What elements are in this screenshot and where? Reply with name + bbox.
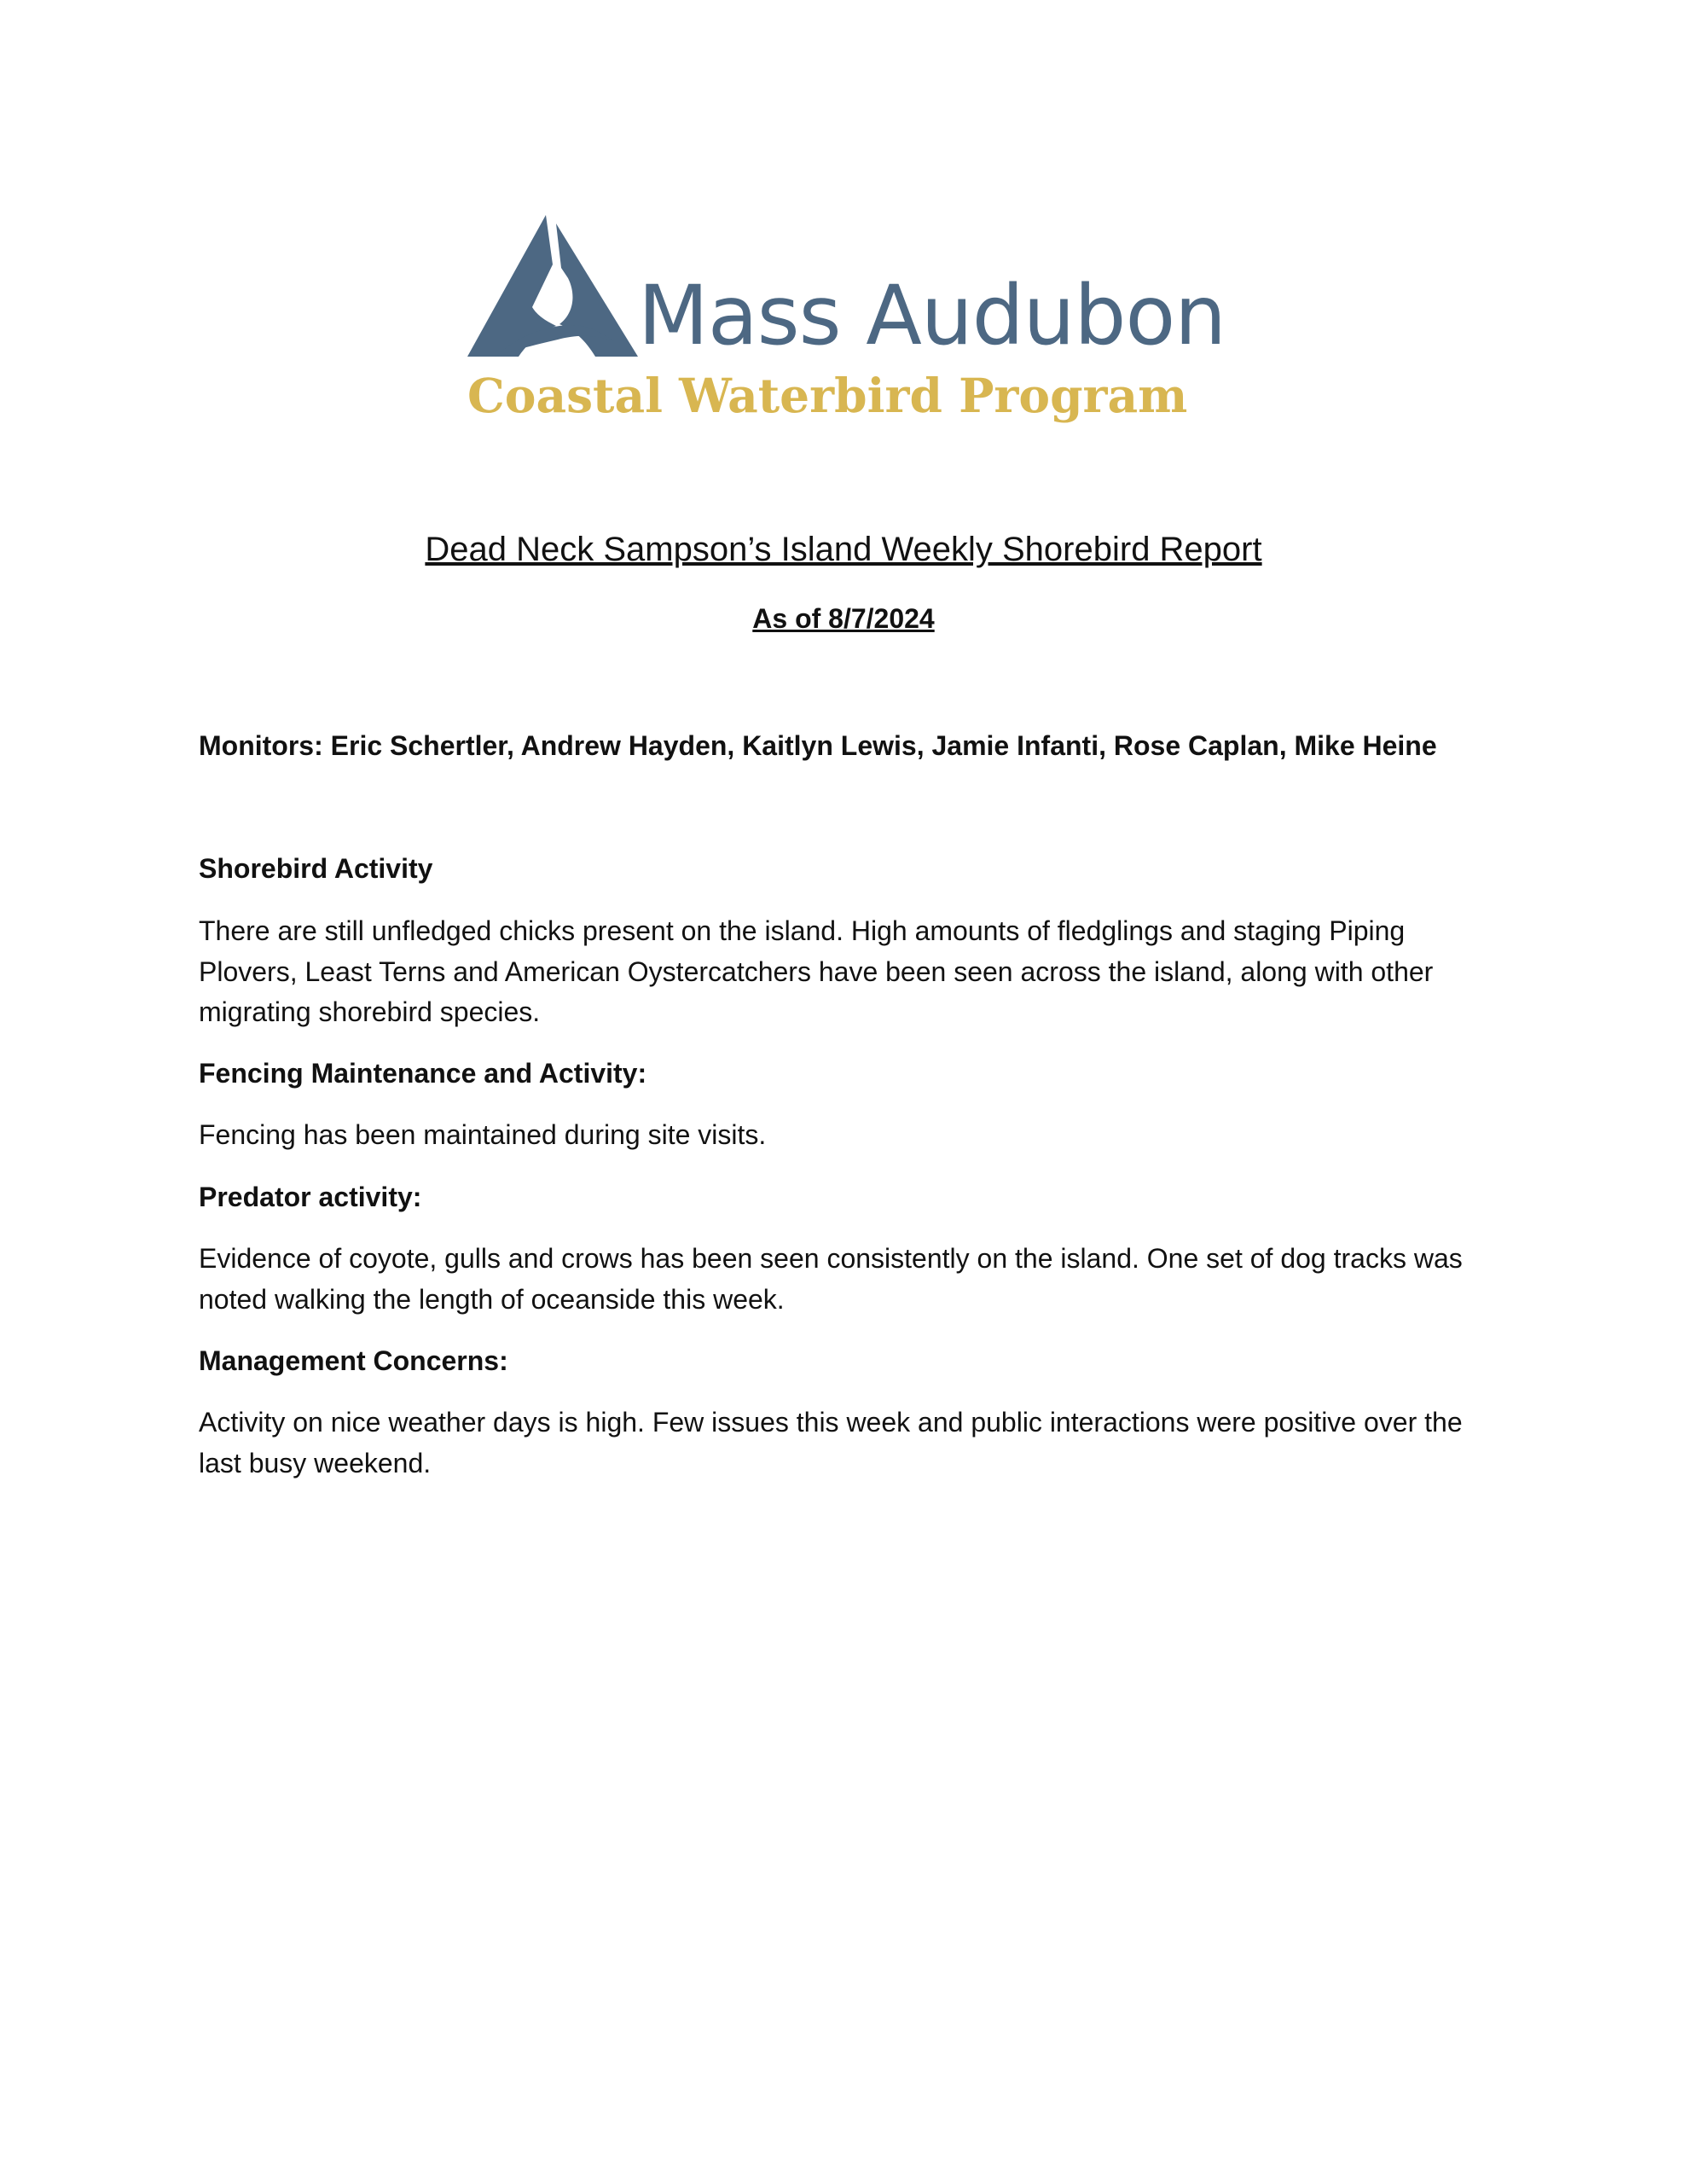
section-heading-shorebird-activity: Shorebird Activity: [199, 853, 433, 884]
section-body-fencing: [199, 1115, 1504, 1156]
body-line: noted walking the length of oceanside this week.: [199, 1283, 785, 1315]
section-heading-fencing: Fencing Maintenance and Activity:: [199, 1058, 647, 1089]
section-body-predator-activity: [199, 1239, 1504, 1320]
report-date: As of 8/7/2024: [752, 603, 935, 634]
body-line: migrating shorebird species.: [199, 996, 541, 1027]
section-heading-predator-activity: Predator activity:: [199, 1182, 422, 1212]
section-heading-management-concerns: Management Concerns:: [199, 1345, 508, 1376]
bird-mountain-icon: [467, 213, 638, 358]
report-title: Dead Neck Sampson’s Island Weekly Shorebird Report: [425, 531, 1262, 568]
logo-name: Mass Audubon: [638, 268, 1226, 363]
body-line: There are still unfledged chicks present on the island. High amounts of fledglings and staging Piping: [199, 915, 1406, 946]
section-body-management-concerns: [199, 1403, 1504, 1484]
body-line: last busy weekend.: [199, 1447, 432, 1478]
body-line: Evidence of coyote, gulls and crows has been seen consistently on the island. One set of dog tracks was: [199, 1243, 1463, 1274]
monitors-list: Monitors: Eric Schertler, Andrew Hayden, Kaitlyn Lewis, Jamie Infanti, Rose Caplan, Mike Heine: [199, 730, 1437, 761]
mass-audubon-logo: [467, 213, 1226, 435]
section-body-shorebird-activity: [199, 911, 1504, 1033]
body-line: Plovers, Least Terns and American Oystercatchers have been seen across the island, along with other: [199, 956, 1434, 987]
body-line: Fencing has been maintained during site visits.: [199, 1119, 767, 1150]
body-line: Activity on nice weather days is high. Few issues this week and public interactions were positive over the: [199, 1407, 1463, 1438]
logo-program-name: Coastal Waterbird Program: [467, 368, 1188, 423]
